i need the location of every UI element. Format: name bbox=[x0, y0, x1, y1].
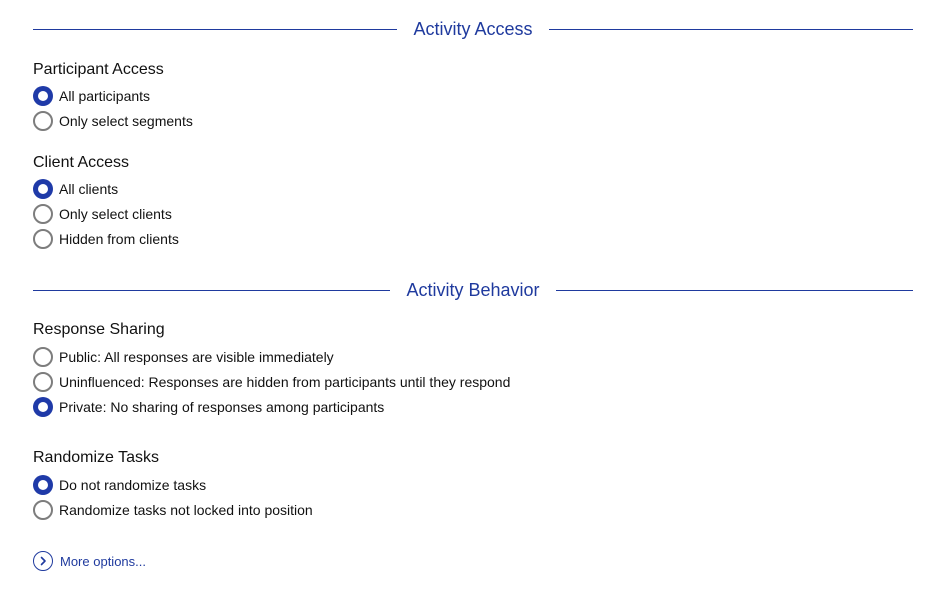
radio-button-unchecked[interactable] bbox=[33, 204, 53, 224]
radio-public[interactable] bbox=[33, 346, 334, 368]
radio-all-participants[interactable] bbox=[33, 85, 150, 107]
radio-label: Do not randomize tasks bbox=[59, 477, 207, 493]
participant-access-heading: Participant Access bbox=[33, 61, 164, 78]
radio-hidden-from-clients[interactable] bbox=[33, 228, 179, 250]
radio-label: All clients bbox=[59, 181, 119, 197]
radio-label: Uninfluenced: Responses are hidden from participants until they respond bbox=[59, 374, 511, 390]
radio-button-checked[interactable] bbox=[33, 86, 53, 106]
radio-label: Public: All responses are visible immediately bbox=[59, 349, 334, 365]
radio-only-select-clients[interactable] bbox=[33, 203, 172, 225]
radio-button-unchecked[interactable] bbox=[33, 229, 53, 249]
radio-label: All participants bbox=[59, 88, 151, 104]
divider-line-right bbox=[549, 29, 913, 30]
chevron-right-icon bbox=[38, 556, 48, 566]
radio-button-unchecked[interactable] bbox=[33, 347, 53, 367]
chevron-right-circle-icon[interactable] bbox=[33, 551, 53, 571]
more-options-label: More options... bbox=[60, 553, 146, 569]
radio-uninfluenced[interactable] bbox=[33, 371, 510, 393]
radio-button-checked[interactable] bbox=[33, 397, 53, 417]
radio-button-unchecked[interactable] bbox=[33, 372, 53, 392]
radio-button-unchecked[interactable] bbox=[33, 111, 53, 131]
divider-line-right bbox=[556, 290, 913, 291]
radio-do-not-randomize[interactable] bbox=[33, 474, 206, 496]
radio-only-select-segments[interactable] bbox=[33, 110, 193, 132]
radio-label: Private: No sharing of responses among participants bbox=[59, 399, 385, 415]
radio-button-unchecked[interactable] bbox=[33, 500, 53, 520]
radio-label: Randomize tasks not locked into position bbox=[59, 502, 313, 518]
response-sharing-heading: Response Sharing bbox=[33, 321, 165, 338]
divider-line-left bbox=[33, 29, 397, 30]
activity-access-title: Activity Access bbox=[413, 18, 533, 39]
radio-randomize-not-locked[interactable] bbox=[33, 499, 313, 521]
more-options-link[interactable] bbox=[33, 551, 146, 571]
radio-label: Only select segments bbox=[59, 113, 193, 129]
client-access-heading: Client Access bbox=[33, 154, 130, 171]
radio-button-checked[interactable] bbox=[33, 475, 53, 495]
randomize-tasks-heading: Randomize Tasks bbox=[33, 449, 159, 466]
radio-label: Hidden from clients bbox=[59, 231, 179, 247]
radio-all-clients[interactable] bbox=[33, 178, 118, 200]
divider-line-left bbox=[33, 290, 390, 291]
activity-behavior-title: Activity Behavior bbox=[406, 279, 540, 300]
activity-behavior-divider bbox=[33, 278, 913, 302]
radio-button-checked[interactable] bbox=[33, 179, 53, 199]
activity-access-divider bbox=[33, 17, 913, 41]
radio-private[interactable] bbox=[33, 396, 384, 418]
radio-label: Only select clients bbox=[59, 206, 172, 222]
